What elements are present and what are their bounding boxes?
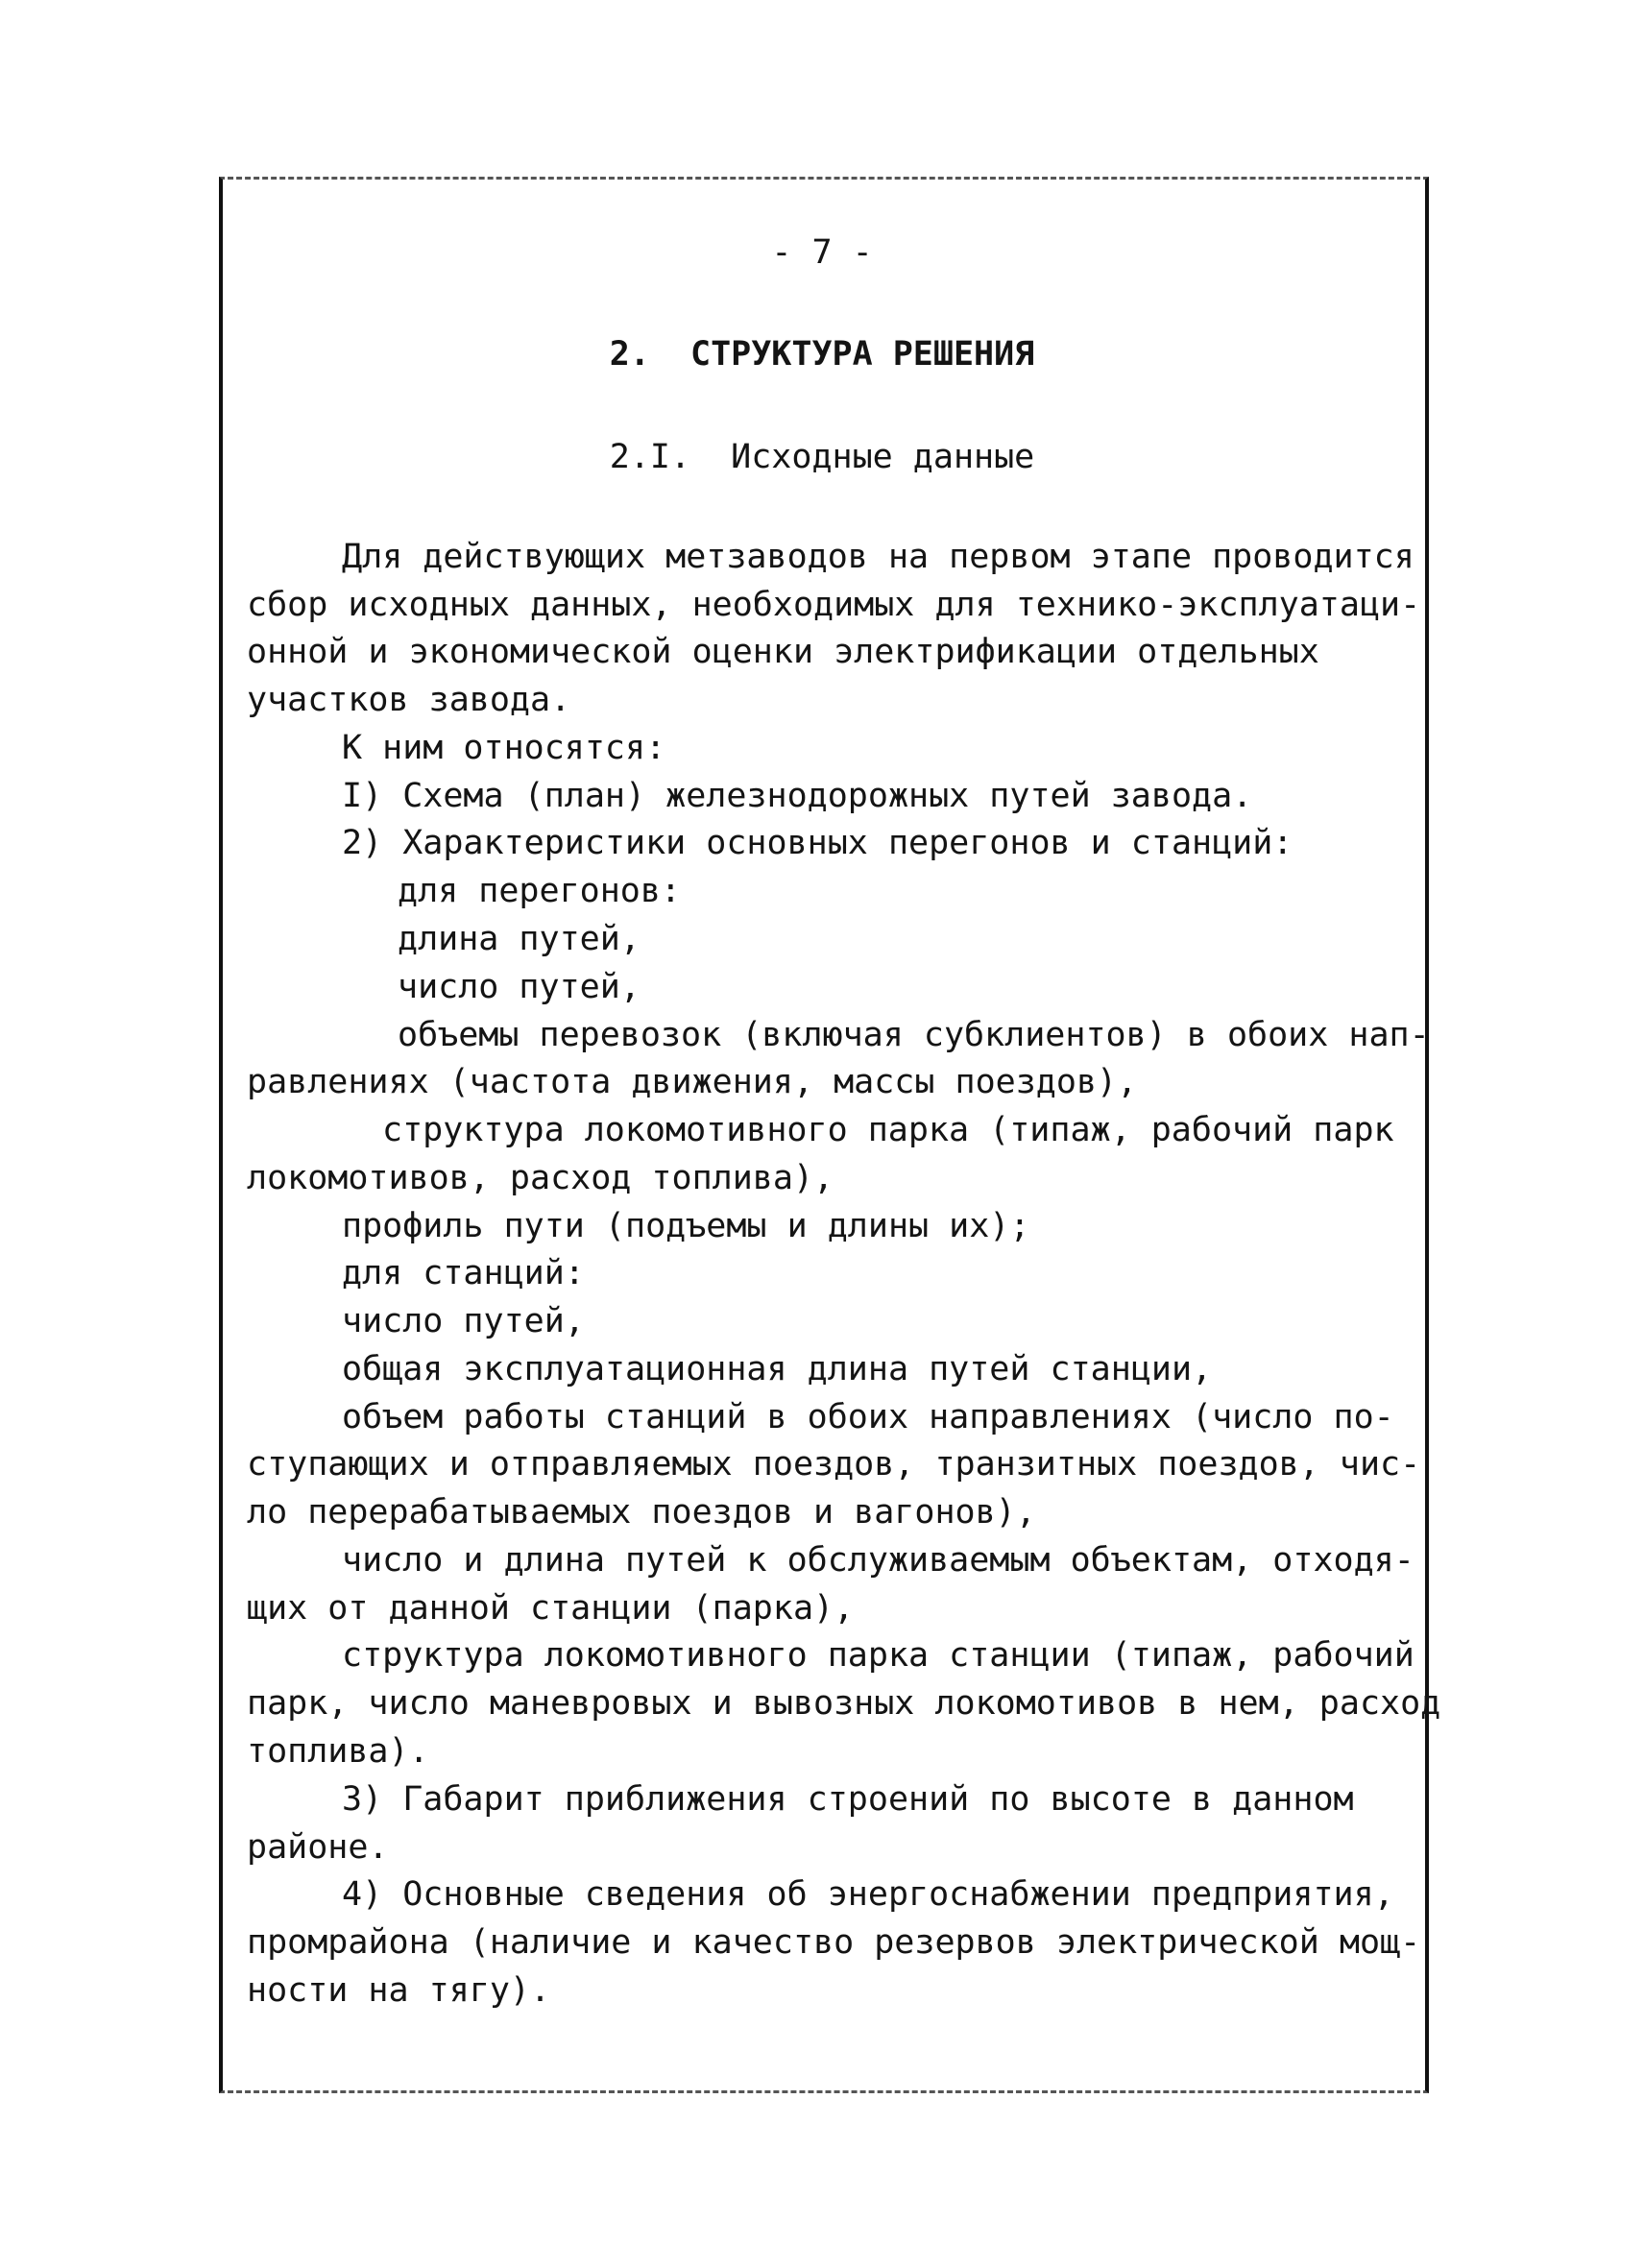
body-line: ло перерабатываемых поездов и вагонов), [247,1493,1036,1532]
list-item: I) Схема (план) железнодорожных путей завода. [342,777,1253,815]
body-line: число путей, [342,1302,585,1340]
body-line: участков завода. [247,681,571,719]
body-line: локомотивов, расход топлива), [247,1159,834,1197]
section-title: 2. СТРУКТУРА РЕШЕНИЯ [609,335,1035,374]
body-line: объем работы станций в обоих направлениях (число по- [342,1398,1394,1436]
list-item: 4) Основные сведения об энергоснабжении предприятия, [342,1875,1394,1914]
body-line: парк, число маневровых и вывозных локомотивов в нем, расход [247,1684,1441,1723]
body-line: К ним относятся: [342,729,666,767]
body-line: сбор исходных данных, необходимых для технико-эксплуатаци- [247,586,1421,624]
body-line: общая эксплуатационная длина путей станции, [342,1350,1213,1388]
body-line: структура локомотивного парка (типаж, рабочий парк [382,1111,1394,1149]
subsection-title: 2.I. Исходные данные [609,438,1035,476]
body-line: ности на тягу). [247,1971,551,2010]
body-line: число и длина путей к обслуживаемым объектам, отходя- [342,1541,1414,1580]
body-line: объемы перевозок (включая субклиентов) в обоих нап- [398,1016,1430,1054]
body-line: длина путей, [398,920,641,958]
body-line: число путей, [398,968,641,1006]
body-line: структура локомотивного парка станции (типаж, рабочий [342,1636,1414,1675]
body-line: профиль пути (подъемы и длины их); [342,1207,1030,1245]
list-item: 3) Габарит приближения строений по высоте в данном [342,1780,1354,1819]
body-line: щих от данной станции (парка), [247,1589,855,1628]
page-number: - 7 - [771,233,873,272]
body-line: онной и экономической оценки электрификации отдельных [247,633,1319,671]
list-item: 2) Характеристики основных перегонов и станций: [342,824,1293,862]
body-line: для станций: [342,1254,585,1292]
body-line: ступающих и отправляемых поездов, транзитных поездов, чис- [247,1445,1421,1484]
body-line: топлива). [247,1732,429,1771]
body-line: районе. [247,1828,389,1867]
body-line: Для действующих метзаводов на первом этапе проводится [342,538,1414,576]
body-line: для перегонов: [398,872,682,910]
body-line: равлениях (частота движения, массы поездов), [247,1063,1138,1101]
body-line: промрайона (наличие и качество резервов электрической мощ- [247,1923,1421,1962]
